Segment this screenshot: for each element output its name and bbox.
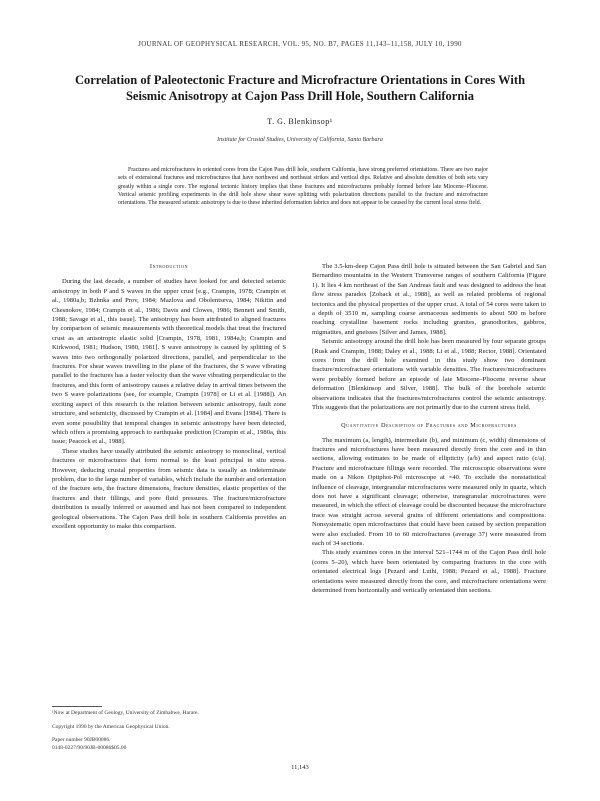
article-title: Correlation of Paleotectonic Fracture and Microfracture Orientations in Cores With Seismic Anisotropy at Cajon Pass Drill Hole, Southern California bbox=[74, 73, 526, 103]
paper-number: Paper number 90JB00086. bbox=[52, 737, 111, 743]
issn-code: 0148-0227/90/90JB-00086$05.00 bbox=[52, 744, 127, 751]
affiliation-footnote: ¹Now at Department of Geology, University of Zimbabwe, Harare. bbox=[52, 710, 199, 716]
paragraph: During the last decade, a number of studies have looked for and detected seismic anisotropy in both P and S waves in the upper crust [e.g., Crampin, 1978; Crampin et al., 1980a,b; Bzhnka and Prov, 1984; Mazlova and Obolentseva, 1984; Nikitin and Chesnokov, 1984; Crampin et al., 1986; Davis and Clowes, 1986; Bennett and Smith, 1988; Savage et al., this issue]. The anisotropy has been attributed to aligned fractures by comparison of seismic measurements with theoretical models that treat the fractured crust as an anisotropic elastic solid [Crampin, 1978, 1981, 1984a,b; Crampin and Kirkwood, 1981; Hudson, 1980, 1981]. S wave anisotropy is caused by splitting of S waves into two orthogonally polarized directions, parallel, and perpendicular to the fractures. For shear waves travelling in the plane of the fractures, the S wave vibrating parallel to the fractures has a faster velocity than the wave vibrating perpendicular to the fractures, and this form of anisotropy causes a relative delay in arrival times between the two S wave polarizations (see, for example, Crampin [1978] or Li et al. [1988]). An exciting aspect of this research is the relation between seismic anisotropy, fault zone structure, and seismicity, discussed by Crampin et al. [1984] and Evans [1984]. There is even some possibility that temporal changes in seismic anisotropy have been detected, which offers a promising approach to earthquake prediction [Crampin et al., 1980a, this issue; Peacock et al., 1988]. bbox=[52, 278, 286, 446]
section-heading-introduction: Introduction bbox=[149, 263, 189, 270]
footnotes bbox=[52, 706, 286, 752]
section-heading-quantitative: Quantitative Description of Fractures and Microfractures bbox=[341, 421, 517, 429]
author: T. G. Blenkinsop¹ bbox=[267, 117, 333, 126]
page-number: 11,143 bbox=[291, 764, 309, 771]
paragraph: This study examines cores in the interval 521–1744 m of the Cajon Pass drill hole (cores 5–20), which have been orientated by comparing fractures in the core with orientated electrical logs [Pezard and Luthi, 1988; Pezard et al., 1988]. Fracture orientations were measured directly from the core, and microfracture orientations were determined from horizontally and vertically orientated thin sections. bbox=[312, 549, 546, 594]
abstract: Fractures and microfractures in oriented cores from the Cajon Pass drill hole, southern California, have strong preferred orientations. There are two major sets of extensional fractures and microfractures that have northwest and northeast strikes and vertical dips. Relative and absolute densities of both sets vary greatly within a single core. The regional tectonic history implies that these fractures and microfractures probably formed before late Miocene–Pliocene. Vertical seismic profiling experiments in the drill hole show shear wave splitting with polarization directions parallel to the fracture and microfracture orientations. The measured seismic anisotropy is due to these inherited deformation fabrics and does not appear to be caused by the current local stress field. bbox=[118, 166, 488, 207]
copyright-notice: Copyright 1990 by the American Geophysical Union. bbox=[52, 723, 170, 730]
running-head: JOURNAL OF GEOPHYSICAL RESEARCH, VOL. 95, NO. B7, PAGES 11,143–11,158, JULY 10, 1990 bbox=[138, 40, 462, 48]
author-affiliation: Institute for Crustal Studies, University of California, Santa Barbara bbox=[217, 137, 383, 143]
paragraph: These studies have usually attributed the seismic anisotropy to monoclinal, vertical fractures or microfractures that form normal to the least principal in situ stress. However, deducing crustal properties from seismic data is usually an indeterminate problem, due to the large number of variables, which include the number and orientation of the fracture sets, the fracture dimensions, fracture densities, elastic properties of the fractures and their fillings, and pore fluid pressures. The fracture/microfracture distribution is usually inferred or assumed and has not been compared to independent geological observations. The Cajon Pass drill hole in southern California provides an excellent opportunity to make this comparison. bbox=[52, 447, 286, 530]
paragraph: Seismic anisotropy around the drill hole has been measured by four separate groups [Rusk and Crampin, 1988; Daley et al., 1988; Li et al., 1988; Rector, 1988]. Orientated cores from the drill hole examined in this study show two dominant fracture/microfracture orientations with variable densities. The fractures/microfractures were probably formed before an episode of late Miocene–Pliocene reverse shear deformation [Blenkinsop and Silver, 1988]. The bulk of the borehole seismic observations indicates that the fractures/microfractures control the seismic anisotropy. This suggests that the polarizations are not primarily due to the current stress field. bbox=[312, 338, 546, 412]
paragraph: The 3.5-km-deep Cajon Pass drill hole is situated between the San Gabriel and San Bernardino mountains in the Western Transverse ranges of southern California (Figure 1). It lies 4 km northeast of the San Andreas fault and was designed to address the heat flow stress paradox [Zoback et al., 1988], as well as related problems of regional tectonics and the physical properties of the upper crust. A total of 54 cores were taken to a depth of 3510 m, sampling coarse arenaceous sediments to about 500 m before reaching crystalline basement rocks including granites, granodiorites, gabbros, migmatites, and gneisses [Silver and James, 1988]. bbox=[312, 263, 546, 336]
right-column bbox=[312, 262, 546, 595]
paragraph: The maximum (a, length), intermediate (b), and minimum (c, width) dimensions of fractures and microfractures have been measured directly from the core and in thin sections, allowing estimates to be made of ellipticity (a/b) and aspect ratio (c/a). Fracture and microfracture fillings were recorded. The microscopic observations were made on a Nikon Optiphot-Pol microscope at ×40. To exclude the nonstatistical influence of cleavage, intergranular microfractures were measured only in quartz, which does not have a significant cleavage; otherwise, transgranular microfractures were measured, in which the effect of cleavage could be discounted because the microfracture trace was straight across several grains of different orientations and compositions. Nonsystematic open microfractures that could have been caused by section preparation were also excluded. From 10 to 60 microfractures (average 37) were measured from each of 34 sections. bbox=[312, 436, 546, 547]
left-column bbox=[52, 262, 286, 531]
footnote-rule bbox=[52, 706, 102, 707]
